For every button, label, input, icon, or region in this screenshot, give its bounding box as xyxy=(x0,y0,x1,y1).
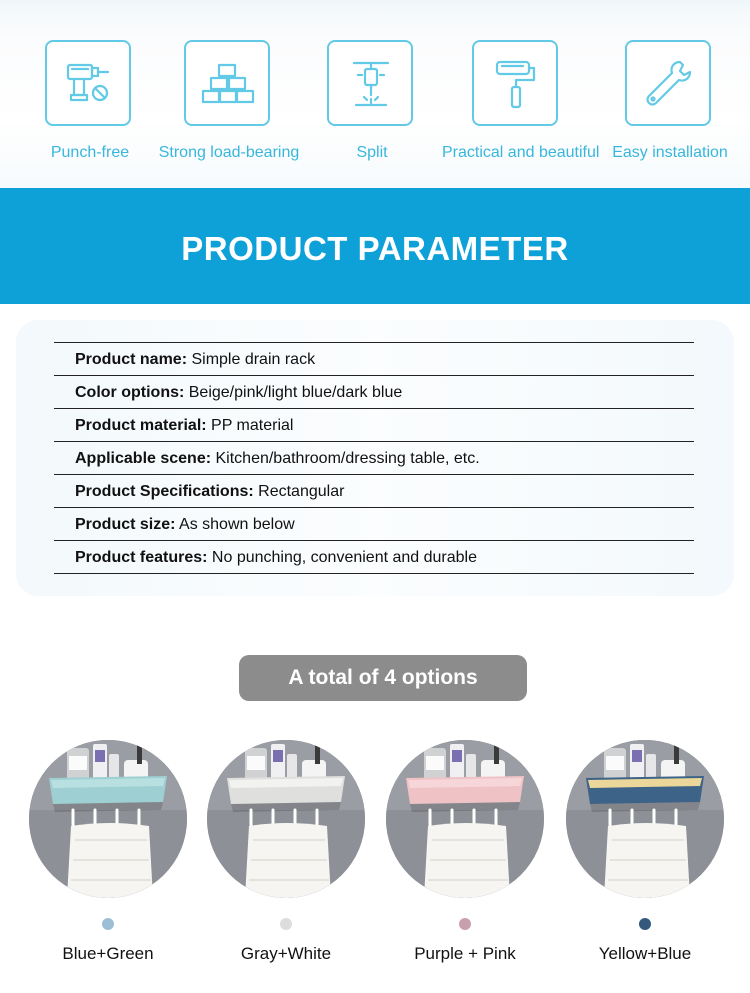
color-swatch xyxy=(102,918,114,930)
feature-label: Practical and beautiful xyxy=(442,144,600,161)
parameter-key: Product name: xyxy=(75,351,188,368)
parameter-key: Color options: xyxy=(75,384,185,401)
parameter-key: Product material: xyxy=(75,417,207,434)
banner-title: PRODUCT PARAMETER xyxy=(181,230,569,267)
parameter-key: Applicable scene: xyxy=(75,450,212,467)
product-photo xyxy=(566,740,724,898)
wall-drill-icon xyxy=(327,40,413,126)
feature-label: Easy installation xyxy=(612,144,728,161)
color-swatch xyxy=(280,918,292,930)
parameter-row-product-features xyxy=(54,541,694,574)
parameter-key: Product size: xyxy=(75,516,176,533)
parameter-key: Product Specifications: xyxy=(75,483,254,500)
parameter-value: Simple drain rack xyxy=(187,351,316,368)
parameter-row-product-name xyxy=(54,343,694,376)
parameter-table xyxy=(54,342,694,574)
feature-label: Strong load-bearing xyxy=(158,144,300,161)
variant-name: Purple + Pink xyxy=(414,944,516,963)
paint-roller-icon xyxy=(472,40,558,126)
parameter-value: Rectangular xyxy=(253,483,345,500)
color-swatch xyxy=(459,918,471,930)
stacked-boxes-icon xyxy=(184,40,270,126)
parameter-row-applicable-scene xyxy=(54,442,694,475)
drill-prohibited-icon xyxy=(45,40,131,126)
product-photo xyxy=(29,740,187,898)
parameter-key: Product features: xyxy=(75,549,208,566)
parameter-row-product-specifications xyxy=(54,475,694,508)
parameter-row-color-options xyxy=(54,376,694,409)
options-heading: A total of 4 options xyxy=(239,655,527,701)
feature-label: Punch-free xyxy=(50,144,130,161)
product-photo xyxy=(207,740,365,898)
wrench-icon xyxy=(625,40,711,126)
product-photo xyxy=(386,740,544,898)
parameter-value: As shown below xyxy=(175,516,295,533)
parameter-row-product-size xyxy=(54,508,694,541)
variant-name: Yellow+Blue xyxy=(598,944,692,963)
feature-label: Split xyxy=(356,144,388,161)
parameter-row-product-material xyxy=(54,409,694,442)
product-parameter-banner xyxy=(0,188,750,304)
parameter-value: No punching, convenient and durable xyxy=(207,549,477,566)
parameter-value: PP material xyxy=(206,417,294,434)
variant-name: Gray+White xyxy=(240,944,332,963)
variant-name: Blue+Green xyxy=(62,944,154,963)
color-swatch xyxy=(639,918,651,930)
parameter-value: Kitchen/bathroom/dressing table, etc. xyxy=(211,450,480,467)
parameter-value: Beige/pink/light blue/dark blue xyxy=(184,384,403,401)
